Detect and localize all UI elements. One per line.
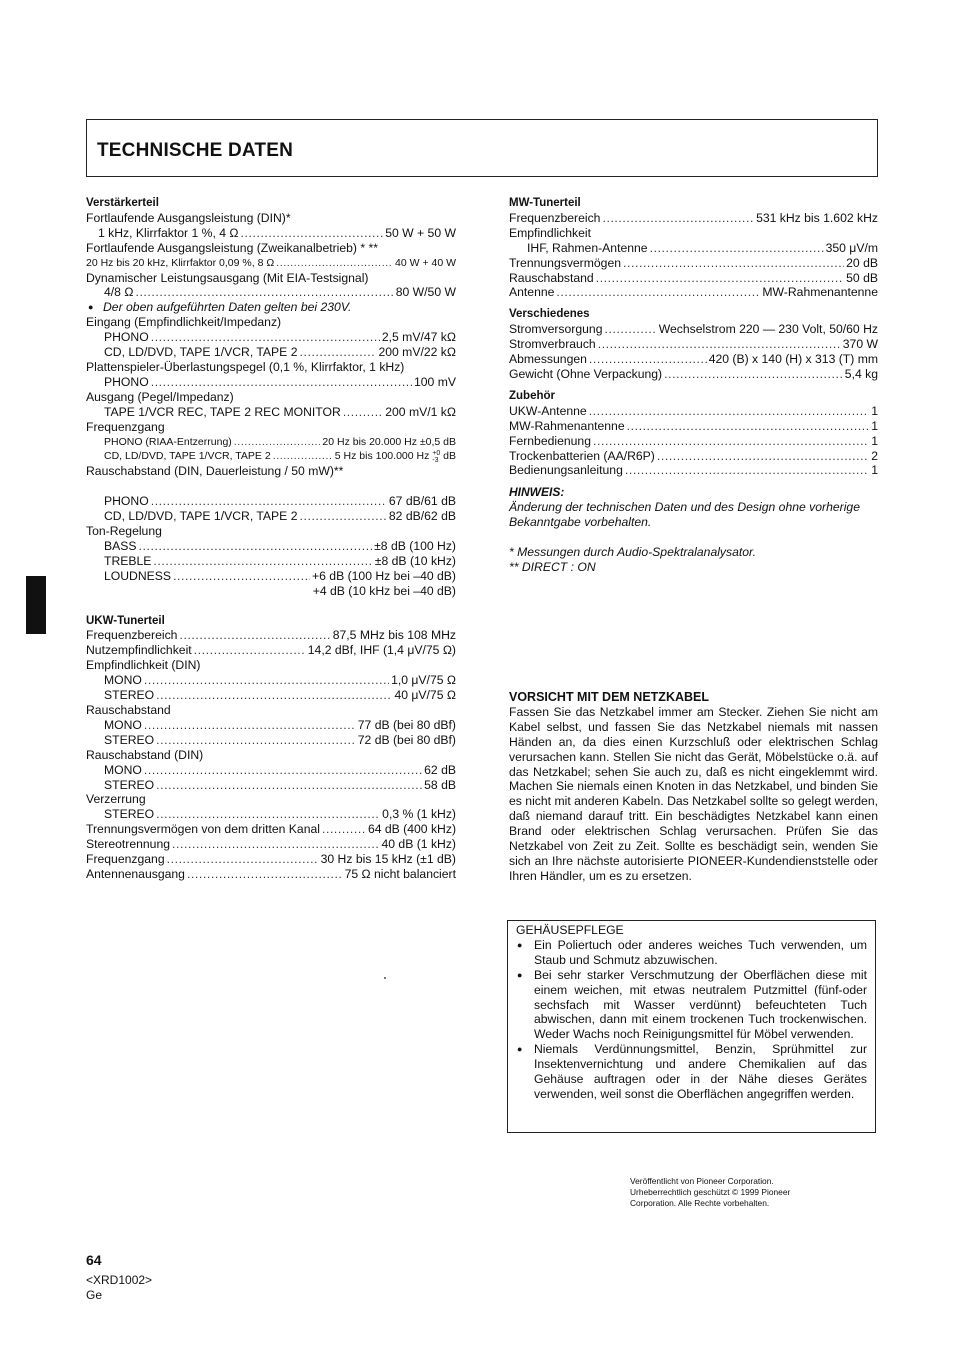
left-column bbox=[86, 196, 456, 882]
spec-row: IHF, Rahmen-Antenne ..... 350 μV/m bbox=[509, 241, 878, 256]
spec-row: Antenne ..... MW-Rahmenantenne bbox=[509, 285, 878, 300]
spec-row: MONO ..... 1,0 μV/75 Ω bbox=[86, 673, 456, 688]
hinweis-text: Änderung der technischen Daten und des Design ohne vorherige bbox=[509, 500, 860, 515]
spec-row: PHONO ..... 2,5 mV/47 kΩ bbox=[86, 330, 456, 345]
spec-row: Nutzempfindlichkeit ..... 14,2 dBf, IHF (1,4 μV/75 Ω) bbox=[86, 643, 456, 658]
spec-line: +4 dB (10 kHz bei –40 dB) bbox=[312, 583, 456, 598]
spec-row: Stromversorgung ..... Wechselstrom 220 — 230 Volt, 50/60 Hz bbox=[509, 322, 878, 337]
warning-heading: VORSICHT MIT DEM NETZKABEL bbox=[509, 690, 709, 704]
spec-row: STEREO ..... 0,3 % (1 kHz) bbox=[86, 807, 456, 822]
spec-row: Trennungsvermögen ..... 20 dB bbox=[509, 256, 878, 271]
amp-heading: Verstärkerteil bbox=[86, 197, 159, 209]
footnote: * Messungen durch Audio-Spektralanalysator. bbox=[509, 545, 757, 560]
spec-row: Frequenzgang ..... 30 Hz bis 15 kHz (±1 dB) bbox=[86, 852, 456, 867]
spec-row: Rauschabstand ..... 50 dB bbox=[509, 271, 878, 286]
spec-row: Trennungsvermögen von dem dritten Kanal ..... 64 dB (400 kHz) bbox=[86, 822, 456, 837]
page-title: TECHNISCHE DATEN bbox=[97, 140, 294, 161]
decorative-dot bbox=[384, 977, 386, 979]
right-column bbox=[509, 196, 878, 575]
spec-row: STEREO ..... 72 dB (bei 80 dBf) bbox=[86, 733, 456, 748]
language-code: Ge bbox=[86, 1288, 103, 1302]
spec-row: Frequenzbereich ..... 87,5 MHz bis 108 MHz bbox=[86, 628, 456, 643]
spec-row: 1 kHz, Klirrfaktor 1 %, 4 Ω ..... 50 W + 50 W bbox=[86, 226, 456, 241]
spec-row: Stromverbrauch ..... 370 W bbox=[509, 337, 878, 352]
spec-row: UKW-Antenne ..... 1 bbox=[509, 404, 878, 419]
title-box bbox=[86, 119, 878, 177]
spec-line: Empfindlichkeit (DIN) bbox=[86, 658, 201, 673]
publisher-line: Corporation. Alle Rechte vorbehalten. bbox=[630, 1198, 770, 1208]
spec-line: Verzerrung bbox=[86, 792, 146, 807]
spec-row: MW-Rahmenantenne ..... 1 bbox=[509, 419, 878, 434]
misc-heading: Verschiedenes bbox=[509, 308, 590, 321]
spec-row: MONO ..... 77 dB (bei 80 dBf) bbox=[86, 718, 456, 733]
care-item: ● Bei sehr starker Verschmutzung der Oberflächen diese mit einem weichen, mit etwas neutralem Putzmittel (fünf-oder sechsfach mit Wasser verdünnt) befeuchteten Tuch abwischen, dann mit einem trockenen Tuch trockenwischen. Weder Wachs noch Reinigungsmittel für Möbel verwenden. bbox=[516, 968, 867, 1043]
publisher-note bbox=[630, 1176, 790, 1209]
spec-row: MONO ..... 62 dB bbox=[86, 763, 456, 778]
spec-line: Fortlaufende Ausgangsleistung (Zweikanalbetrieb) * ** bbox=[86, 240, 378, 255]
spec-line: Rauschabstand (DIN, Dauerleistung / 50 mW)** bbox=[86, 464, 344, 479]
spec-row: CD, LD/DVD, TAPE 1/VCR, TAPE 2 ..... 200 mV/22 kΩ bbox=[86, 345, 456, 360]
spec-line: Rauschabstand bbox=[86, 703, 171, 717]
spec-line: Eingang (Empfindlichkeit/Impedanz) bbox=[86, 315, 282, 330]
care-heading: GEHÄUSEPFLEGE bbox=[516, 923, 624, 937]
spec-row: PHONO (RIAA-Entzerrung) ..... 20 Hz bis 20.000 Hz ±0,5 dB bbox=[86, 435, 456, 450]
spec-line: Rauschabstand (DIN) bbox=[86, 747, 204, 762]
model-code: <XRD1002> bbox=[86, 1273, 153, 1287]
spec-line: Plattenspieler-Überlastungspegel (0,1 %, Klirrfaktor, 1 kHz) bbox=[86, 359, 405, 374]
spec-row: Abmessungen ..... 420 (B) x 140 (H) x 313 (T) mm bbox=[509, 352, 878, 367]
spec-line: Ton-Regelung bbox=[86, 524, 162, 539]
publisher-line: Veröffentlicht von Pioneer Corporation. bbox=[630, 1176, 774, 1186]
hinweis-heading: HINWEIS: bbox=[509, 485, 565, 500]
mw-heading: MW-Tunerteil bbox=[509, 197, 581, 209]
cabinet-care-box bbox=[507, 920, 876, 1133]
spec-row: Frequenzbereich ..... 531 kHz bis 1.602 kHz bbox=[509, 211, 878, 226]
spec-line: Dynamischer Leistungsausgang (Mit EIA-Testsignal) bbox=[86, 270, 369, 285]
warning-text: Fassen Sie das Netzkabel immer am Stecker. Ziehen Sie nicht am Kabel selbst, und fassen Sie das Netzkabel niemals mit nassen Händen an, da dies einen Kurzschluß oder elektrischen Schlag verursachen kann. Stellen Sie nicht das Gerät, Möbelstücke o.ä. auf das Netzkabel; sehen Sie auch zu, daß es nicht eingeklemmt wird. Machen Sie niemals einen Knoten in das Netzkabel, und binden Sie es nicht mit anderen Kabeln. Das Netzkabel sollte so gelegt werden, daß niemand darauf tritt. Ein beschädigtes Netzkabel kann einen Brand oder elektrischen Schlag verursachen. Prüfen Sie das Netzkabel von Zeit zu Zeit. Sollte es beschädigt sein, wenden Sie sich an Ihre nächste autorisierte PIONEER-Kundendienststelle oder Ihren Händler, um es zu ersetzen. bbox=[509, 704, 878, 883]
spec-row: BASS ..... ±8 dB (100 Hz) bbox=[86, 539, 456, 554]
care-item: ● Niemals Verdünnungsmittel, Benzin, Sprühmittel zur Insektenvernichtung und andere Chemikalien auf das Gehäuse auftragen oder in der Nähe dieses Gerätes verwenden, weil sonst die Oberflächen angegriffen werden. bbox=[516, 1042, 867, 1102]
spec-row: Bedienungsanleitung ..... 1 bbox=[509, 463, 878, 478]
spec-line: Empfindlichkeit bbox=[509, 225, 591, 240]
spec-line: Ausgang (Pegel/Impedanz) bbox=[86, 389, 234, 404]
spec-row: LOUDNESS ..... +6 dB (100 Hz bei –40 dB) bbox=[86, 569, 456, 584]
spec-row: Stereotrennung ..... 40 dB (1 kHz) bbox=[86, 837, 456, 852]
fm-heading: UKW-Tunerteil bbox=[86, 614, 165, 627]
section-tab-marker bbox=[26, 576, 46, 634]
spec-row: 4/8 Ω ..... 80 W/50 W bbox=[86, 285, 456, 300]
spec-row: TREBLE ..... ±8 dB (10 kHz) bbox=[86, 554, 456, 569]
spec-row: Fernbedienung ..... 1 bbox=[509, 434, 878, 449]
spec-row: Antennenausgang ..... 75 Ω nicht balanciert bbox=[86, 867, 456, 882]
document-code bbox=[86, 1273, 152, 1303]
voltage-note: ● Der oben aufgeführten Daten gelten bei 230V. bbox=[86, 300, 456, 315]
spec-row: Gewicht (Ohne Verpackung) ..... 5,4 kg bbox=[509, 367, 878, 382]
spec-line: Frequenzgang bbox=[86, 419, 165, 434]
spec-row: PHONO ..... 67 dB/61 dB bbox=[86, 494, 456, 509]
footnote: ** DIRECT : ON bbox=[509, 559, 596, 574]
spec-row: PHONO ..... 100 mV bbox=[86, 375, 456, 390]
acc-heading: Zubehör bbox=[509, 389, 555, 402]
spec-row: 20 Hz bis 20 kHz, Klirrfaktor 0,09 %, 8 Ω ..... 40 W + 40 W bbox=[86, 256, 456, 271]
spec-line: Fortlaufende Ausgangsleistung (DIN)* bbox=[86, 210, 291, 225]
spec-row: CD, LD/DVD, TAPE 1/VCR, TAPE 2 ..... 5 Hz bis 100.000 Hz +0 -3 dB bbox=[86, 449, 456, 464]
power-cord-warning bbox=[509, 690, 878, 884]
spec-row: CD, LD/DVD, TAPE 1/VCR, TAPE 2 ..... 82 dB/62 dB bbox=[86, 509, 456, 524]
spec-row: STEREO ..... 58 dB bbox=[86, 778, 456, 793]
care-item: ● Ein Poliertuch oder anderes weiches Tuch verwenden, um Staub und Schmutz abzuwischen. bbox=[516, 938, 867, 968]
hinweis-text: Bekanntgabe vorbehalten. bbox=[509, 515, 652, 530]
publisher-line: Urheberrechtlich geschützt © 1999 Pioneer bbox=[630, 1187, 791, 1197]
spec-row: STEREO ..... 40 μV/75 Ω bbox=[86, 688, 456, 703]
spec-row: Trockenbatterien (AA/R6P) ..... 2 bbox=[509, 449, 878, 464]
spec-row: TAPE 1/VCR REC, TAPE 2 REC MONITOR ..... 200 mV/1 kΩ bbox=[86, 405, 456, 420]
page-number: 64 bbox=[86, 1252, 102, 1268]
